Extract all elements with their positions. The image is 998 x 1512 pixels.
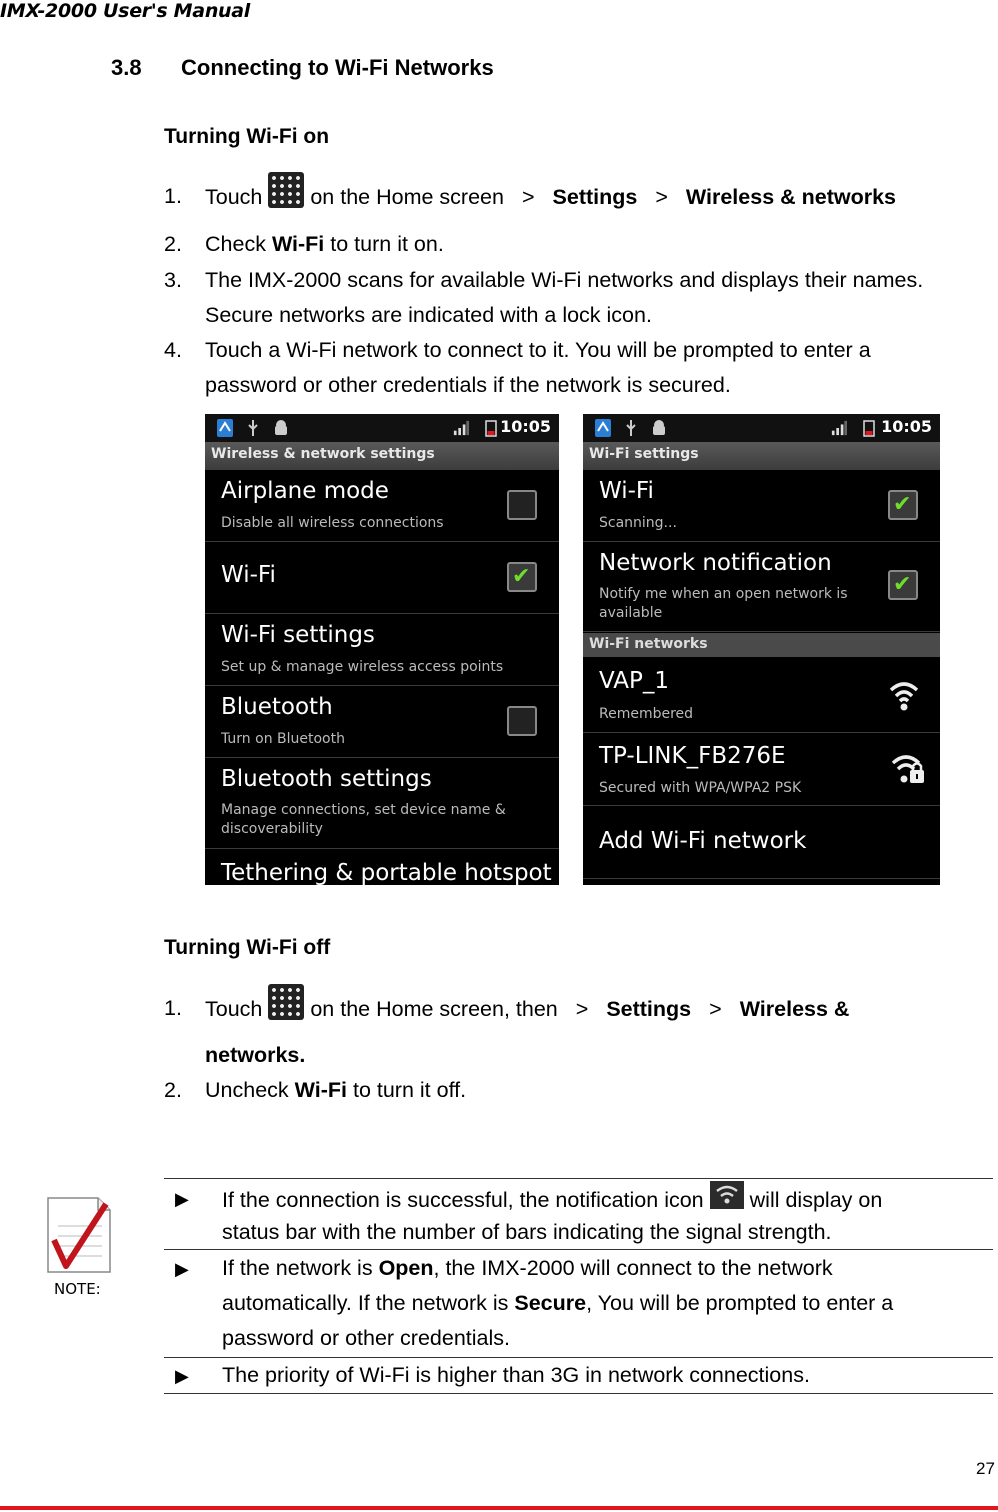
setting-airplane-mode[interactable] bbox=[205, 470, 559, 542]
screen-title-bar bbox=[205, 442, 559, 470]
bullet-icon: ▶ bbox=[175, 1259, 189, 1279]
step-on-4-line1: Touch a Wi-Fi network to connect to it. You will be prompted to enter a bbox=[205, 338, 871, 362]
section-number: 3.8 bbox=[111, 55, 142, 80]
wifi-bold: Wi-Fi bbox=[271, 232, 325, 256]
step-text: Check bbox=[205, 232, 266, 256]
phone-screenshot-wifi-settings bbox=[583, 414, 940, 885]
status-time: 10:05 bbox=[500, 417, 551, 436]
status-bar bbox=[205, 414, 559, 442]
step-on-4-line2: password or other credentials if the network is secured. bbox=[205, 373, 731, 397]
add-wifi-network[interactable] bbox=[583, 806, 940, 879]
note-3-line1: The priority of Wi-Fi is higher than 3G in network connections. bbox=[222, 1363, 810, 1387]
heading-turning-on: Turning Wi-Fi on bbox=[164, 125, 330, 148]
row-subtitle: discoverability bbox=[221, 821, 323, 837]
note-1-line2: status bar with the number of bars indicating the signal strength. bbox=[222, 1220, 832, 1244]
note-text: , You will be prompted to enter a bbox=[586, 1291, 894, 1315]
wifi-checkbox[interactable] bbox=[507, 562, 537, 592]
heading-turning-off: Turning Wi-Fi off bbox=[164, 936, 331, 959]
screen-title: Wi-Fi settings bbox=[589, 446, 699, 462]
screen-title-bar bbox=[583, 442, 940, 470]
wifi-icon bbox=[710, 1181, 744, 1209]
manual-header: IMX-2000 User's Manual bbox=[0, 0, 251, 22]
note-1-line1 bbox=[222, 1181, 882, 1218]
checkmark-icon: ✔ bbox=[893, 492, 912, 517]
footer-rule bbox=[0, 1506, 998, 1510]
note-text: automatically. If the network is bbox=[222, 1291, 509, 1315]
step-text: Uncheck bbox=[205, 1078, 289, 1102]
usb-icon bbox=[623, 419, 639, 437]
note-label: NOTE: bbox=[54, 1280, 101, 1298]
status-time: 10:05 bbox=[881, 417, 932, 436]
note-text: If the connection is successful, the notification icon bbox=[222, 1188, 704, 1212]
note-2-line2 bbox=[222, 1286, 893, 1321]
setting-tethering[interactable] bbox=[205, 849, 559, 885]
row-subtitle: Set up & manage wireless access points bbox=[221, 659, 504, 675]
setting-wifi-settings[interactable] bbox=[205, 614, 559, 686]
setting-wifi[interactable] bbox=[205, 542, 559, 614]
step-text: Touch bbox=[205, 185, 263, 209]
step-on-2 bbox=[205, 232, 444, 257]
bullet-icon: ▶ bbox=[175, 1366, 189, 1386]
row-title: TP-LINK_FB276E bbox=[599, 743, 786, 769]
wifi-signal-icon bbox=[888, 678, 920, 712]
bluetooth-checkbox[interactable] bbox=[507, 706, 537, 736]
setting-bluetooth[interactable] bbox=[205, 686, 559, 758]
wireless-networks-label: Wireless & networks bbox=[685, 185, 897, 209]
row-title: Bluetooth settings bbox=[221, 766, 432, 792]
open-bold: Open bbox=[378, 1256, 434, 1280]
step-number: 2. bbox=[164, 232, 182, 256]
note-rule bbox=[164, 1178, 993, 1179]
step-on-3-line1: The IMX-2000 scans for available Wi-Fi networks and displays their names. bbox=[205, 268, 924, 292]
row-title: Wi-Fi settings bbox=[221, 622, 375, 648]
row-subtitle: Manage connections, set device name & bbox=[221, 802, 506, 818]
battery-icon bbox=[483, 419, 499, 437]
step-text: to turn it on. bbox=[330, 232, 444, 256]
wifi-networks-category bbox=[583, 633, 940, 657]
row-title: Bluetooth bbox=[221, 694, 333, 720]
step-off-1-continued: networks. bbox=[205, 1043, 306, 1067]
wifi-checkbox[interactable] bbox=[888, 490, 918, 520]
settings-label: Settings bbox=[552, 185, 638, 209]
app-grid-icon bbox=[268, 984, 304, 1020]
separator: > bbox=[709, 997, 722, 1021]
bullet-icon: ▶ bbox=[175, 1189, 189, 1209]
checklist-icon bbox=[46, 1196, 112, 1276]
row-title: Wi-Fi bbox=[221, 562, 276, 588]
signal-icon bbox=[831, 419, 847, 437]
step-number: 2. bbox=[164, 1078, 182, 1102]
usb-icon bbox=[245, 419, 261, 437]
row-subtitle: Secured with WPA/WPA2 PSK bbox=[599, 780, 802, 796]
row-title: VAP_1 bbox=[599, 668, 669, 694]
section-title: Connecting to Wi-Fi Networks bbox=[181, 55, 494, 80]
setting-bluetooth-settings[interactable] bbox=[205, 758, 559, 849]
row-subtitle: Remembered bbox=[599, 706, 694, 722]
setting-wifi-toggle[interactable] bbox=[583, 470, 940, 542]
category-label: Wi-Fi networks bbox=[589, 636, 708, 652]
step-text: on the Home screen, then bbox=[310, 997, 558, 1021]
app-grid-icon bbox=[268, 172, 304, 208]
wifi-lock-icon bbox=[890, 751, 926, 785]
network-tp-link[interactable] bbox=[583, 733, 940, 806]
row-title: Tethering & portable hotspot bbox=[221, 860, 552, 885]
sync-icon bbox=[595, 419, 611, 437]
note-rule bbox=[164, 1393, 993, 1394]
note-rule bbox=[164, 1249, 993, 1250]
note-text: If the network is bbox=[222, 1256, 373, 1280]
separator: > bbox=[655, 185, 668, 209]
row-title: Add Wi-Fi network bbox=[599, 828, 807, 854]
step-off-1 bbox=[205, 979, 849, 1029]
settings-label: Settings bbox=[606, 997, 692, 1021]
android-debug-icon bbox=[651, 419, 667, 437]
screen-title: Wireless & network settings bbox=[211, 446, 435, 462]
note-2-line3: password or other credentials. bbox=[222, 1326, 511, 1350]
status-bar bbox=[583, 414, 940, 442]
android-debug-icon bbox=[273, 419, 289, 437]
step-number: 1. bbox=[164, 184, 182, 208]
separator: > bbox=[575, 997, 589, 1021]
network-notification-checkbox[interactable] bbox=[888, 570, 918, 600]
row-title: Wi-Fi bbox=[599, 478, 654, 504]
page-number: 27 bbox=[976, 1459, 995, 1478]
row-subtitle: Disable all wireless connections bbox=[221, 515, 444, 531]
note-text: will display on bbox=[749, 1188, 883, 1212]
wifi-bold: Wi-Fi bbox=[294, 1078, 347, 1102]
wifi-notification-icon bbox=[710, 1181, 744, 1209]
setting-network-notification[interactable] bbox=[583, 542, 940, 632]
network-vap1[interactable] bbox=[583, 658, 940, 733]
wireless-networks-label: Wireless & bbox=[739, 997, 850, 1021]
row-title: Network notification bbox=[599, 550, 832, 576]
note-icon bbox=[46, 1196, 112, 1296]
battery-icon bbox=[861, 419, 877, 437]
row-subtitle: Scanning... bbox=[599, 515, 677, 531]
step-on-1 bbox=[205, 167, 896, 217]
step-text: to turn it off. bbox=[352, 1078, 467, 1102]
airplane-mode-checkbox[interactable] bbox=[507, 490, 537, 520]
step-number: 1. bbox=[164, 996, 182, 1020]
step-text: on the Home screen bbox=[310, 185, 504, 209]
sync-icon bbox=[217, 419, 233, 437]
step-off-2 bbox=[205, 1078, 466, 1103]
secure-bold: Secure bbox=[514, 1291, 587, 1315]
checkmark-icon: ✔ bbox=[512, 564, 531, 589]
phone-screenshot-wireless-settings bbox=[205, 414, 559, 885]
row-subtitle: available bbox=[599, 605, 663, 621]
separator: > bbox=[521, 185, 535, 209]
note-2-line1 bbox=[222, 1251, 833, 1286]
step-text: Touch bbox=[205, 997, 263, 1021]
checkmark-icon: ✔ bbox=[893, 572, 912, 597]
step-on-3-line2: Secure networks are indicated with a lock icon. bbox=[205, 303, 652, 327]
note-text: , the IMX-2000 will connect to the network bbox=[433, 1256, 833, 1280]
step-number: 4. bbox=[164, 338, 182, 362]
step-number: 3. bbox=[164, 268, 182, 292]
row-subtitle: Notify me when an open network is bbox=[599, 586, 848, 602]
row-subtitle: Turn on Bluetooth bbox=[221, 731, 345, 747]
signal-icon bbox=[453, 419, 469, 437]
row-title: Airplane mode bbox=[221, 478, 389, 504]
